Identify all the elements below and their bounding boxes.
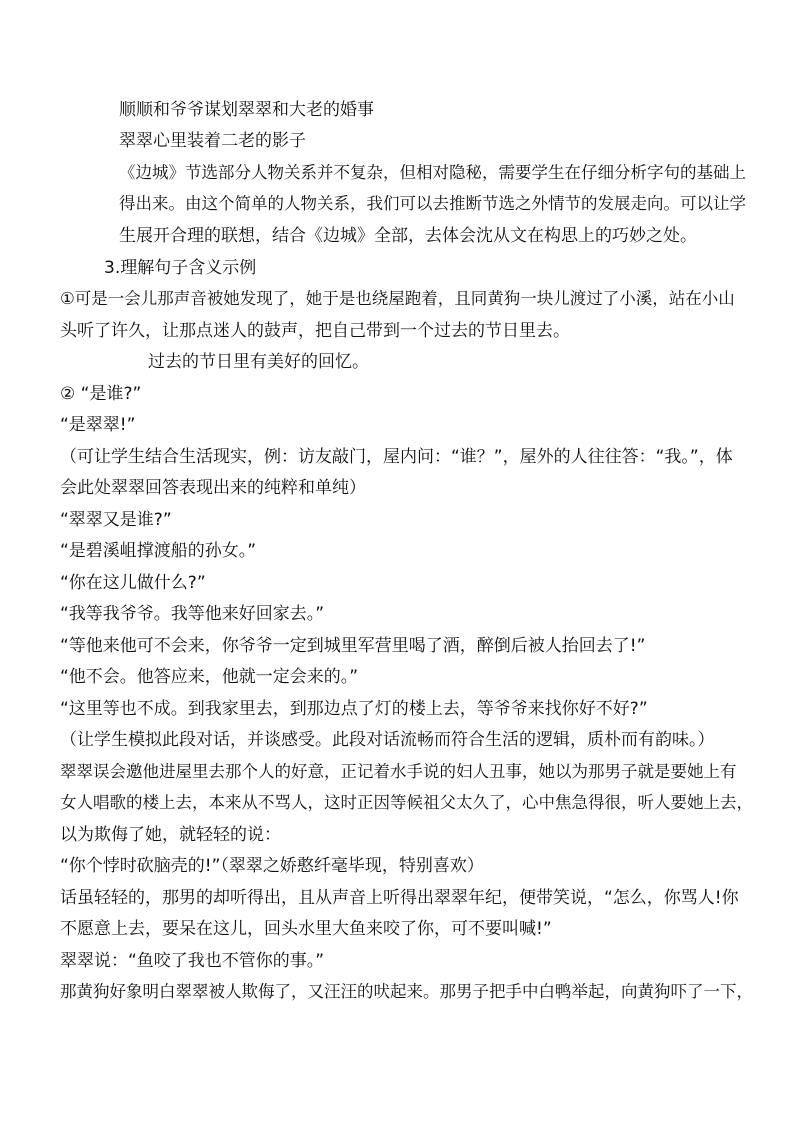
text-line: 过去的节日里有美好的回忆。 <box>148 352 369 372</box>
text-line: 得出来。由这个简单的人物关系，我们可以去推断节选之外情节的发展走向。可以让学 <box>119 194 746 213</box>
text-line: 那黄狗好象明白翠翠被人欺侮了，又汪汪的吠起来。那男子把手中白鸭举起，向黄狗吓了一下， <box>60 982 753 1001</box>
text-line: 顺顺和爷爷谋划翠翠和大老的婚事 <box>119 100 374 120</box>
text-line: （可让学生结合生活现实，例：访友敲门，屋内问：“谁？”，屋外的人往往答：“我。”，体 <box>60 447 733 467</box>
text-line: “是翠翠!” <box>60 415 136 435</box>
text-line: 翠翠说：“鱼咬了我也不管你的事。” <box>60 951 325 971</box>
text-line: 生展开合理的联想，结合《边城》全部，去体会沈从文在构思上的巧妙之处。 <box>119 226 697 246</box>
text-line: “这里等也不成。到我家里去，到那边点了灯的楼上去，等爷爷来找你好不好?” <box>60 699 648 719</box>
section-heading: 3.理解句子含义示例 <box>104 258 257 278</box>
text-line: “你在这儿做什么?” <box>60 573 206 593</box>
text-line: 翠翠心里装着二老的影子 <box>119 131 306 151</box>
text-line: “你个悖时砍脑壳的!”（翠翠之娇憨纤毫毕现，特别喜欢） <box>60 856 484 876</box>
text-line: 头听了许久，让那点迷人的鼓声，把自己带到一个过去的节日里去。 <box>60 321 570 341</box>
text-line: “等他来他可不会来，你爷爷一定到城里军营里喝了酒，醉倒后被人抬回去了!” <box>60 636 646 656</box>
text-line: 话虽轻轻的，那男的却听得出，且从声音上听得出翠翠年纪，便带笑说，“怎么，你骂人!你 <box>60 888 739 908</box>
text-line: “翠翠又是谁?” <box>60 510 172 530</box>
text-line: 以为欺侮了她，就轻轻的说： <box>60 825 281 845</box>
text-line: ①可是一会儿那声音被她发现了，她于是也绕屋跑着，且同黄狗一块儿渡过了小溪，站在小山 <box>60 289 735 308</box>
text-line: ② “是谁?” <box>60 384 142 404</box>
text-line: 翠翠误会邀他进屋里去那个人的好意，正记着水手说的妇人丑事，她以为那男子就是要她上有 <box>60 762 737 781</box>
text-line: 会此处翠翠回答表现出来的纯粹和单纯） <box>60 478 366 498</box>
text-line: “是碧溪岨撑渡船的孙女。” <box>60 541 257 561</box>
text-line: 不愿意上去，要呆在这儿，回头水里大鱼来咬了你，可不要叫喊!” <box>60 919 552 939</box>
text-line: 《边城》节选部分人物关系并不复杂，但相对隐秘，需要学生在仔细分析字句的基础上 <box>119 163 746 182</box>
text-line: “他不会。他答应来，他就一定会来的。” <box>60 667 359 687</box>
text-line: （让学生模拟此段对话，并谈感受。此段对话流畅而符合生活的逻辑，质朴而有韵味。） <box>60 730 715 750</box>
text-line: 女人唱歌的楼上去，本来从不骂人，这时正因等候祖父太久了，心中焦急得很，听人要她上去， <box>60 793 753 812</box>
text-line: “我等我爷爷。我等他来好回家去。” <box>60 604 325 624</box>
